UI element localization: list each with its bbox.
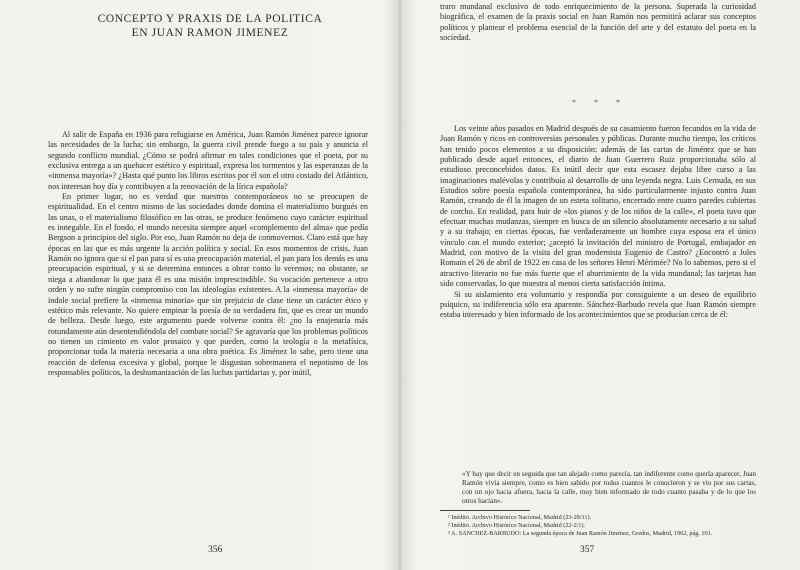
chapter-title-line-1: CONCEPTO Y PRAXIS DE LA POLITICA (97, 13, 323, 25)
paragraph: Los veinte años pasados en Madrid después de su casamiento fueron fecundos en la vida de Juan Ramón y ricos en controversias personales y públicas. Durante mucho tiempo, los críticos han tenido pocos elementos a su disposición: además de las cartas de Jiménez que se han publicado desde aquel entonces, el diario de Juan Guerrero Ruiz proporcionaba sólo al estudioso preconcebidos datos. Es inútil decir que esta escasez dejaba libre curso a las imaginaciones malévolas y contribuía al desarrollo de una leyenda negra. Luis Cernuda, en sus Estudios sobre poesía española contemporánea, ha sido particularmente injusto contra Juan Ramón, creando de él la imagen de un esteta solitario, encerrado entre cuatro paredes cubiertas de corcho. En realidad, para huir de «los pianos y de los niños de la calle», el poeta tuvo que efectuar muchas mudanzas, siempre en busca de un silencio absolutamente necesario a su salud y a su trabajo; en ciertas épocas, fue verdaderamente un hombre cuya esposa era el único vínculo con el mundo exterior; ¿aceptó la invitación del ministro de Portugal, embajador en Madrid, con motivo de la visita del gran modernista Eugenio de Castro? ¿Encontró a Jules Romain el 26 de abril de 1922 en casa de los señores Henri Mérimée? No lo sabemos, pero si el atractivo literario no fue más fuerte que el aburrimiento de la vida mundanal; las tarjetas han sido conservadas, lo que muestra al menos cierta satisfacción íntima. (440, 124, 756, 289)
footnotes (448, 514, 766, 538)
footnote-divider (440, 510, 530, 511)
block-quote: «Y hay que decir en seguida que tan alejado como parecía, tan indiferente como quería aparecer, Juan Ramón vivía siempre, como es bien sabido por todos cuantos le conocieron y se vio por sus cartas, con un ojo hacia afuera, hacia la calle, muy bien informado de todo cuanto pasaba y de lo que los otros hacían». (462, 470, 756, 505)
footnote: ² Inédito. Archivo Histórico Nacional, Madrid (22-2/1). (448, 522, 586, 529)
section-break-asterisks: * * * (572, 98, 628, 107)
paragraph: En primer lugar, no es verdad que nuestros contemporáneos no se preocupen de espiritualidad. En el centro mismo de las sociedades donde domina el materialismo burgués en las unas, o el materialismo filosófico en las otras, se produce fenómeno cuyo carácter espiritual es innegable. En el fondo, el mundo necesita siempre aquel «complemento del alma» que pedía Bergson a principios del siglo. Por eso, Juan Ramón no deja de conmovernos. Claro está que hay épocas en las que es más urgente la acción política y social. En esos momentos de crisis, Juan Ramón no ignora que si el pan para sí es una preocupación material, el pan para los demás es una preocupación espiritual, y si se determina entonces a obrar como lo veremos; no obstante, se niega a abandonar lo que para él es una misión imprescindible. Su vocación pertenece a otro orden y no sufre ningún compromiso con las ideologías existentes. A la «inmensa mayoría» de índole social prefiere la «inmensa minoría» que sin prejuicio de clase tiene un carácter ético y estético más relevante. No quiere empinar la poesía de su verdadera fin, que es crear un mundo de belleza. Desde luego, este argumento puede volverse contra él: ¿no la enajenaría más rotundamente aún desentendiéndola del combate social? Se agravaría que los problemas políticos no tienen un cimiento en valor prosaico y que pueden, como la teología o la metafísica, proporcionar toda la materia necesaria a una obra poética. Es Jiménez lo sabe, pero tiene una reacción de defensa excesiva y global, porque le disgustan sobremanera el nepotismo de los responsables políticos, la deshumanización de las luchas partidarias y, por inútil, (48, 192, 368, 377)
right-page-body (440, 124, 756, 321)
chapter-title-line-2: EN JUAN RAMON JIMENEZ (131, 27, 289, 39)
page-number-left: 356 (208, 545, 223, 555)
left-page-body (48, 130, 368, 378)
footnote: ¹ Inédito. Archivo Histórico Nacional, Madrid (23-29/11). (448, 514, 592, 521)
footnote: ³ A. SÁNCHEZ-BARBUDO: La segunda época de Juan Ramón Jiménez, Gredos, Madrid, 1962, pág. 101. (448, 530, 713, 537)
right-page-continuation (440, 2, 756, 43)
page-number-right: 357 (580, 545, 595, 555)
chapter-title (95, 12, 325, 40)
paragraph: Si su aislamiento era voluntario y respondía por consiguiente a un deseo de equilibrio psíquico, su indiferencia sólo era aparente. Sánchez-Barbudo revela que Juan Ramón siempre estaba interesado y bien informado de los acontecimientos que se producían cerca de él: (440, 289, 756, 320)
paragraph: Al salir de España en 1936 para refugiarse en América, Juan Ramón Jiménez parece ignorar las necesidades de la lucha; sin embargo, la guerra civil prende fuego a su país y anuncia el segundo conflicto mundial. ¿Cómo se podrá afirmar en tales condiciones que el poeta, por su exclusiva entrega a un quehacer estético y espiritual, expresa los tormentos y las esperanzas de la «inmensa mayoría»? ¿Hasta qué punto los libros escritos por él son el otro costado del Atlántico, nos interesan hoy día y contribuyen a la renovación de la lírica española? (48, 130, 368, 191)
paragraph: traro mundanal exclusivo de todo enriquecimiento de la persona. Superada la curiosidad biográfica, el examen de la praxis social en Juan Ramón nos permitirá aclarar sus conceptos políticos y plantear el problema esencial de la función del arte y del estatuto del poeta en la sociedad. (440, 2, 756, 43)
